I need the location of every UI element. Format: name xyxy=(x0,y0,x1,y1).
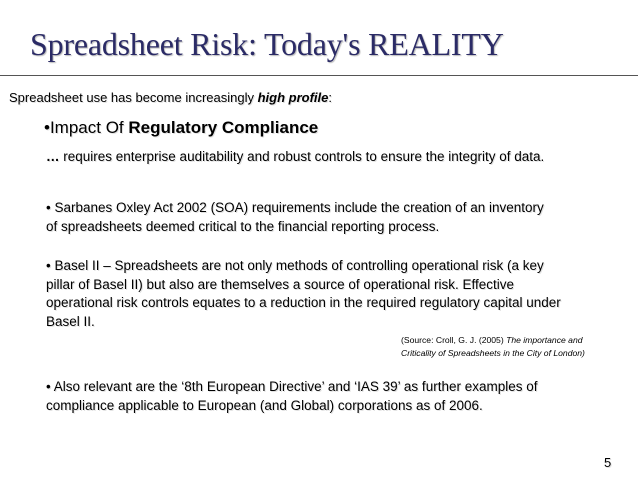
title-divider xyxy=(0,75,638,76)
sox-paragraph xyxy=(46,199,544,236)
also-paragraph xyxy=(46,378,538,415)
sox-line-2: of spreadsheets deemed critical to the financial reporting process. xyxy=(46,218,440,234)
bullet-icon: • xyxy=(44,118,50,137)
basel-line-3: operational risk controls equates to a reduction in the required regulatory capital under xyxy=(46,295,561,310)
intro-lead: Spreadsheet use has become increasingly xyxy=(9,90,258,105)
intro-emphasis: high profile xyxy=(257,90,329,105)
impact-bold: Regulatory Compliance xyxy=(128,118,319,137)
requirement-line xyxy=(46,149,544,164)
source-citation xyxy=(401,334,585,359)
slide-title: Spreadsheet Risk: Today's REALITY xyxy=(30,26,504,62)
impact-heading xyxy=(44,118,318,138)
source-prefix: (Source: Croll, G. J. (2005) xyxy=(401,335,507,345)
basel-paragraph xyxy=(46,257,561,331)
source-line-2 xyxy=(401,347,585,360)
source-title-1: The importance and xyxy=(506,335,583,345)
ellipsis-icon: … xyxy=(46,149,60,164)
impact-prefix: Impact Of xyxy=(49,118,129,137)
also-line-1: • Also relevant are the ‘8th European Directive’ and ‘IAS 39’ as further examples of xyxy=(46,379,538,394)
basel-line-2: pillar of Basel II) but also are themselves a source of operational risk. Effective xyxy=(46,276,514,292)
requirement-text: requires enterprise auditability and robust controls to ensure the integrity of data. xyxy=(59,149,545,164)
source-line-1 xyxy=(401,334,585,347)
intro-text xyxy=(9,90,332,105)
intro-colon: : xyxy=(328,90,332,105)
source-title-2: Criticality of Spreadsheets in the City of London) xyxy=(401,347,585,358)
basel-line-1: • Basel II – Spreadsheets are not only methods of controlling operational risk (a key xyxy=(46,258,544,273)
basel-line-4: Basel II. xyxy=(46,313,95,329)
page-number: 5 xyxy=(604,455,612,470)
sox-line-1: • Sarbanes Oxley Act 2002 (SOA) requirements include the creation of an inventory xyxy=(46,200,544,215)
also-line-2: compliance applicable to European (and Global) corporations as of 2006. xyxy=(46,397,483,413)
